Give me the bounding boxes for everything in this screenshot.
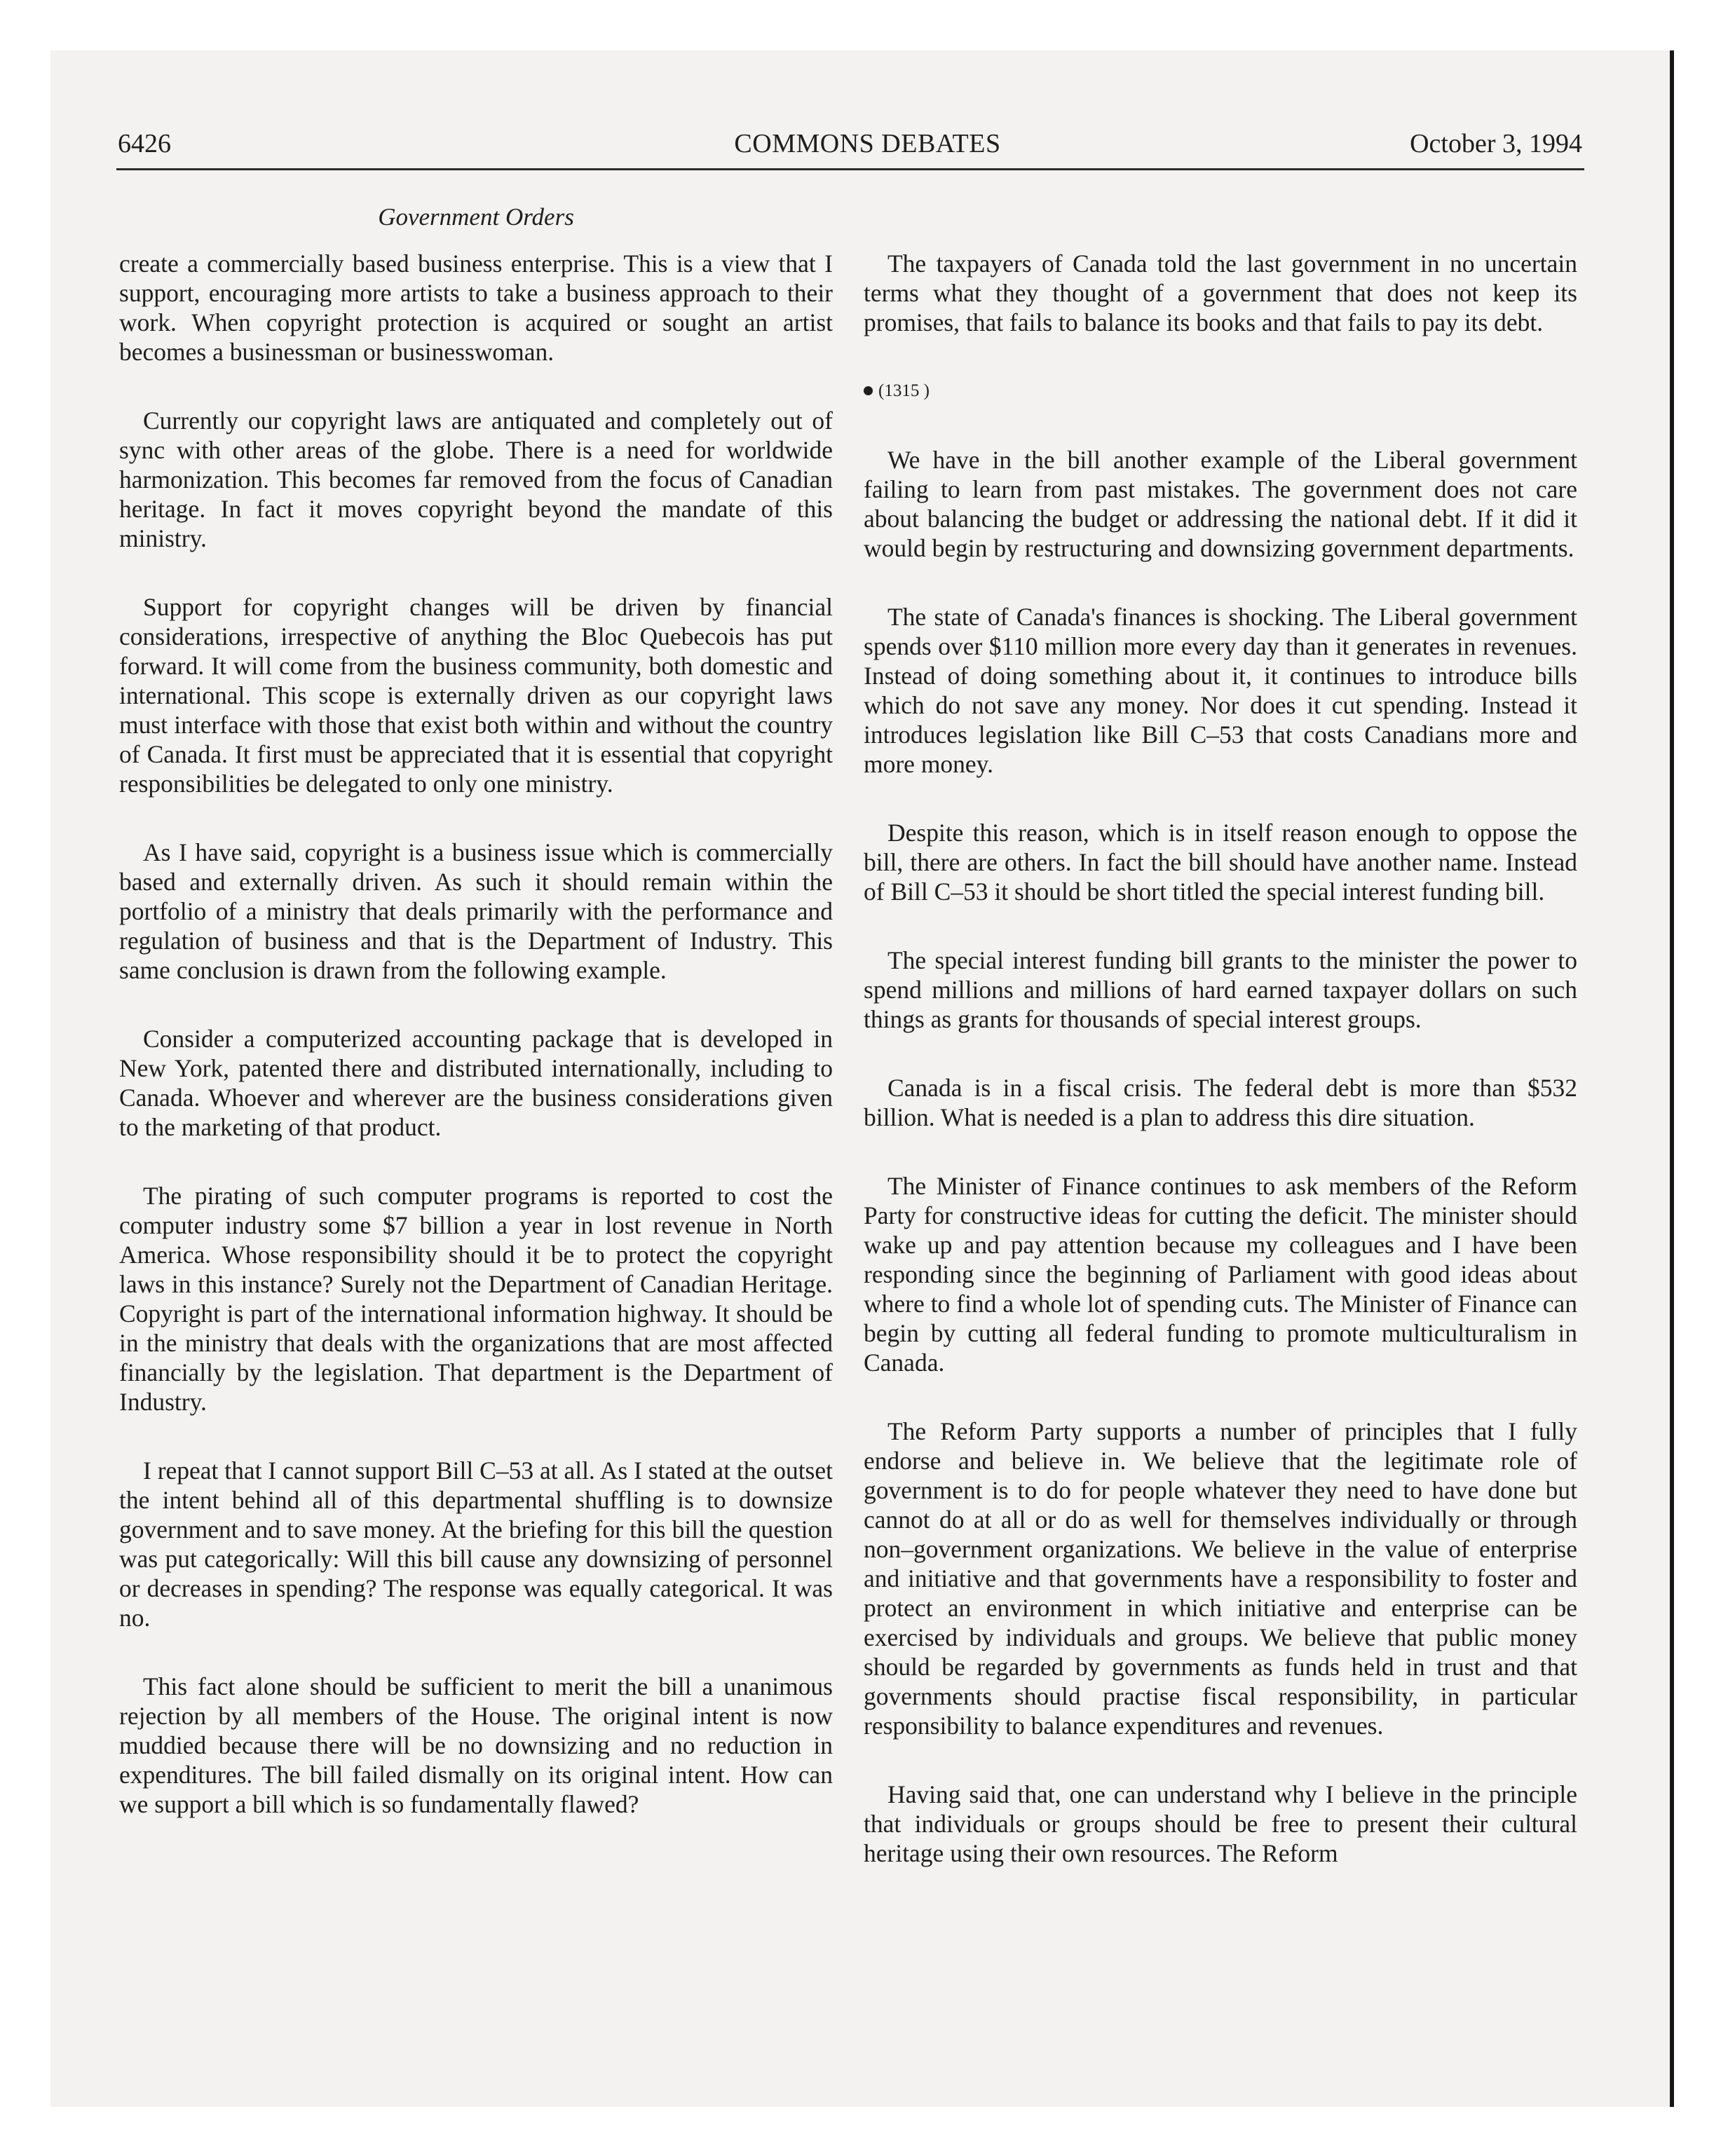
bullet-icon <box>864 386 873 395</box>
scan-edge <box>1670 50 1674 2107</box>
debate-date: October 3, 1994 <box>1410 129 1582 158</box>
paragraph: We have in the bill another example of the Liberal government failing to learn from past mistakes. The government does not care about balancing the budget or addressing the national debt. If it did it would begin by restructuring and downsizing government departments. <box>864 446 1577 562</box>
paragraph: create a commercially based business enterprise. This is a view that I support, encouraging more artists to take a business approach to their work. When copyright protection is acquired or sought an artist becomes a businessman or businesswoman. <box>119 250 833 366</box>
paragraph: The taxpayers of Canada told the last government in no uncertain terms what they thought of a government that does not keep its promises, that fails to balance its books and that fails to pay its debt. <box>864 250 1577 336</box>
paragraph: Despite this reason, which is in itself reason enough to oppose the bill, there are others. In fact the bill should have another name. Instead of Bill C–53 it should be short titled the special interest funding bill. <box>864 819 1577 906</box>
paragraph: Consider a computerized accounting package that is developed in New York, patented there and distributed internationally, including to Canada. Whoever and wherever are the business considerations given to the marketing of that product. <box>119 1025 833 1141</box>
paragraph: Having said that, one can understand why I believe in the principle that individuals or groups should be free to present their cultural heritage using their own resources. The Reform <box>864 1780 1577 1867</box>
paragraph: The Reform Party supports a number of principles that I fully endorse and believe in. We believe that the legitimate role of government is to do for people whatever they need to have done but cannot do at all or do as well for themselves individually or through non–government organizations. We believe in the value of enterprise and initiative and that governments have a responsibility to foster and protect an environment in which initiative and enterprise can be exercised by individuals and groups. We believe that public money should be regarded by governments as funds held in trust and that governments should practise fiscal responsibility, in particular responsibility to balance expenditures and revenues. <box>864 1417 1577 1740</box>
header-rule <box>116 168 1584 170</box>
paragraph: Canada is in a fiscal crisis. The federal debt is more than $532 billion. What is needed is a plan to address this dire situation. <box>864 1074 1577 1131</box>
paragraph: As I have said, copyright is a business issue which is commercially based and externally driven. As such it should remain within the portfolio of a ministry that deals primarily with the performance and regulation of business and that is the Department of Industry. This same conclusion is drawn from the following example. <box>119 838 833 984</box>
paragraph: The Minister of Finance continues to ask members of the Reform Party for constructive ideas for cutting the deficit. The minister should wake up and pay attention because my colleagues and I have been responding since the beginning of Parliament with good ideas about where to find a whole lot of spending cuts. The Minister of Finance can begin by cutting all federal funding to promote multiculturalism in Canada. <box>864 1172 1577 1377</box>
paragraph: I repeat that I cannot support Bill C–53 at all. As I stated at the outset the intent behind all of this departmental shuffling is to downsize government and to save money. At the briefing for this bill the question was put categorically: Will this bill cause any downsizing of personnel or decreases in spending? The response was equally categorical. It was no. <box>119 1456 833 1632</box>
paragraph: The special interest funding bill grants to the minister the power to spend millions and millions of hard earned taxpayer dollars on such things as grants for thousands of special interest groups. <box>864 946 1577 1033</box>
publication-title: COMMONS DEBATES <box>734 129 1001 158</box>
paragraph: The pirating of such computer programs is reported to cost the computer industry some $7 billion a year in lost revenue in North America. Whose responsibility should it be to protect the copyright laws in this instance? Surely not the Department of Canadian Heritage. Copyright is part of the international information highway. It should be in the ministry that deals with the organizations that are most affected financially by the legislation. That department is the Department of Industry. <box>119 1182 833 1416</box>
left-column <box>119 249 833 1858</box>
timestamp-label: (1315 ) <box>878 381 930 400</box>
page-number: 6426 <box>118 129 171 158</box>
paragraph: The state of Canada's finances is shocking. The Liberal government spends over $110 million more every day than it generates in revenues. Instead of doing something about it, it continues to introduce bills which do not save any money. Nor does it cut spending. Instead it introduces legislation like Bill C–53 that costs Canadians more and more money. <box>864 603 1577 778</box>
paragraph: Support for copyright changes will be driven by financial considerations, irrespective of anything the Bloc Quebecois has put forward. It will come from the business community, both domestic and international. This scope is externally driven as our copyright laws must interface with those that exist both within and without the country of Canada. It first must be appreciated that it is essential that copyright responsibilities be delegated to only one ministry. <box>119 593 833 798</box>
timestamp-marker <box>864 376 1577 406</box>
paragraph: Currently our copyright laws are antiquated and completely out of sync with other areas of the globe. There is a need for worldwide harmonization. This becomes far removed from the focus of Canadian heritage. In fact it moves copyright beyond the mandate of this ministry. <box>119 407 833 552</box>
paragraph: This fact alone should be sufficient to merit the bill a unanimous rejection by all members of the House. The original intent is now muddied because there will be no downsizing and no reduction in expenditures. The bill failed dismally on its original intent. How can we support a bill which is so fundamentally flawed? <box>119 1672 833 1818</box>
right-column <box>864 249 1577 1907</box>
section-title: Government Orders <box>378 203 574 231</box>
